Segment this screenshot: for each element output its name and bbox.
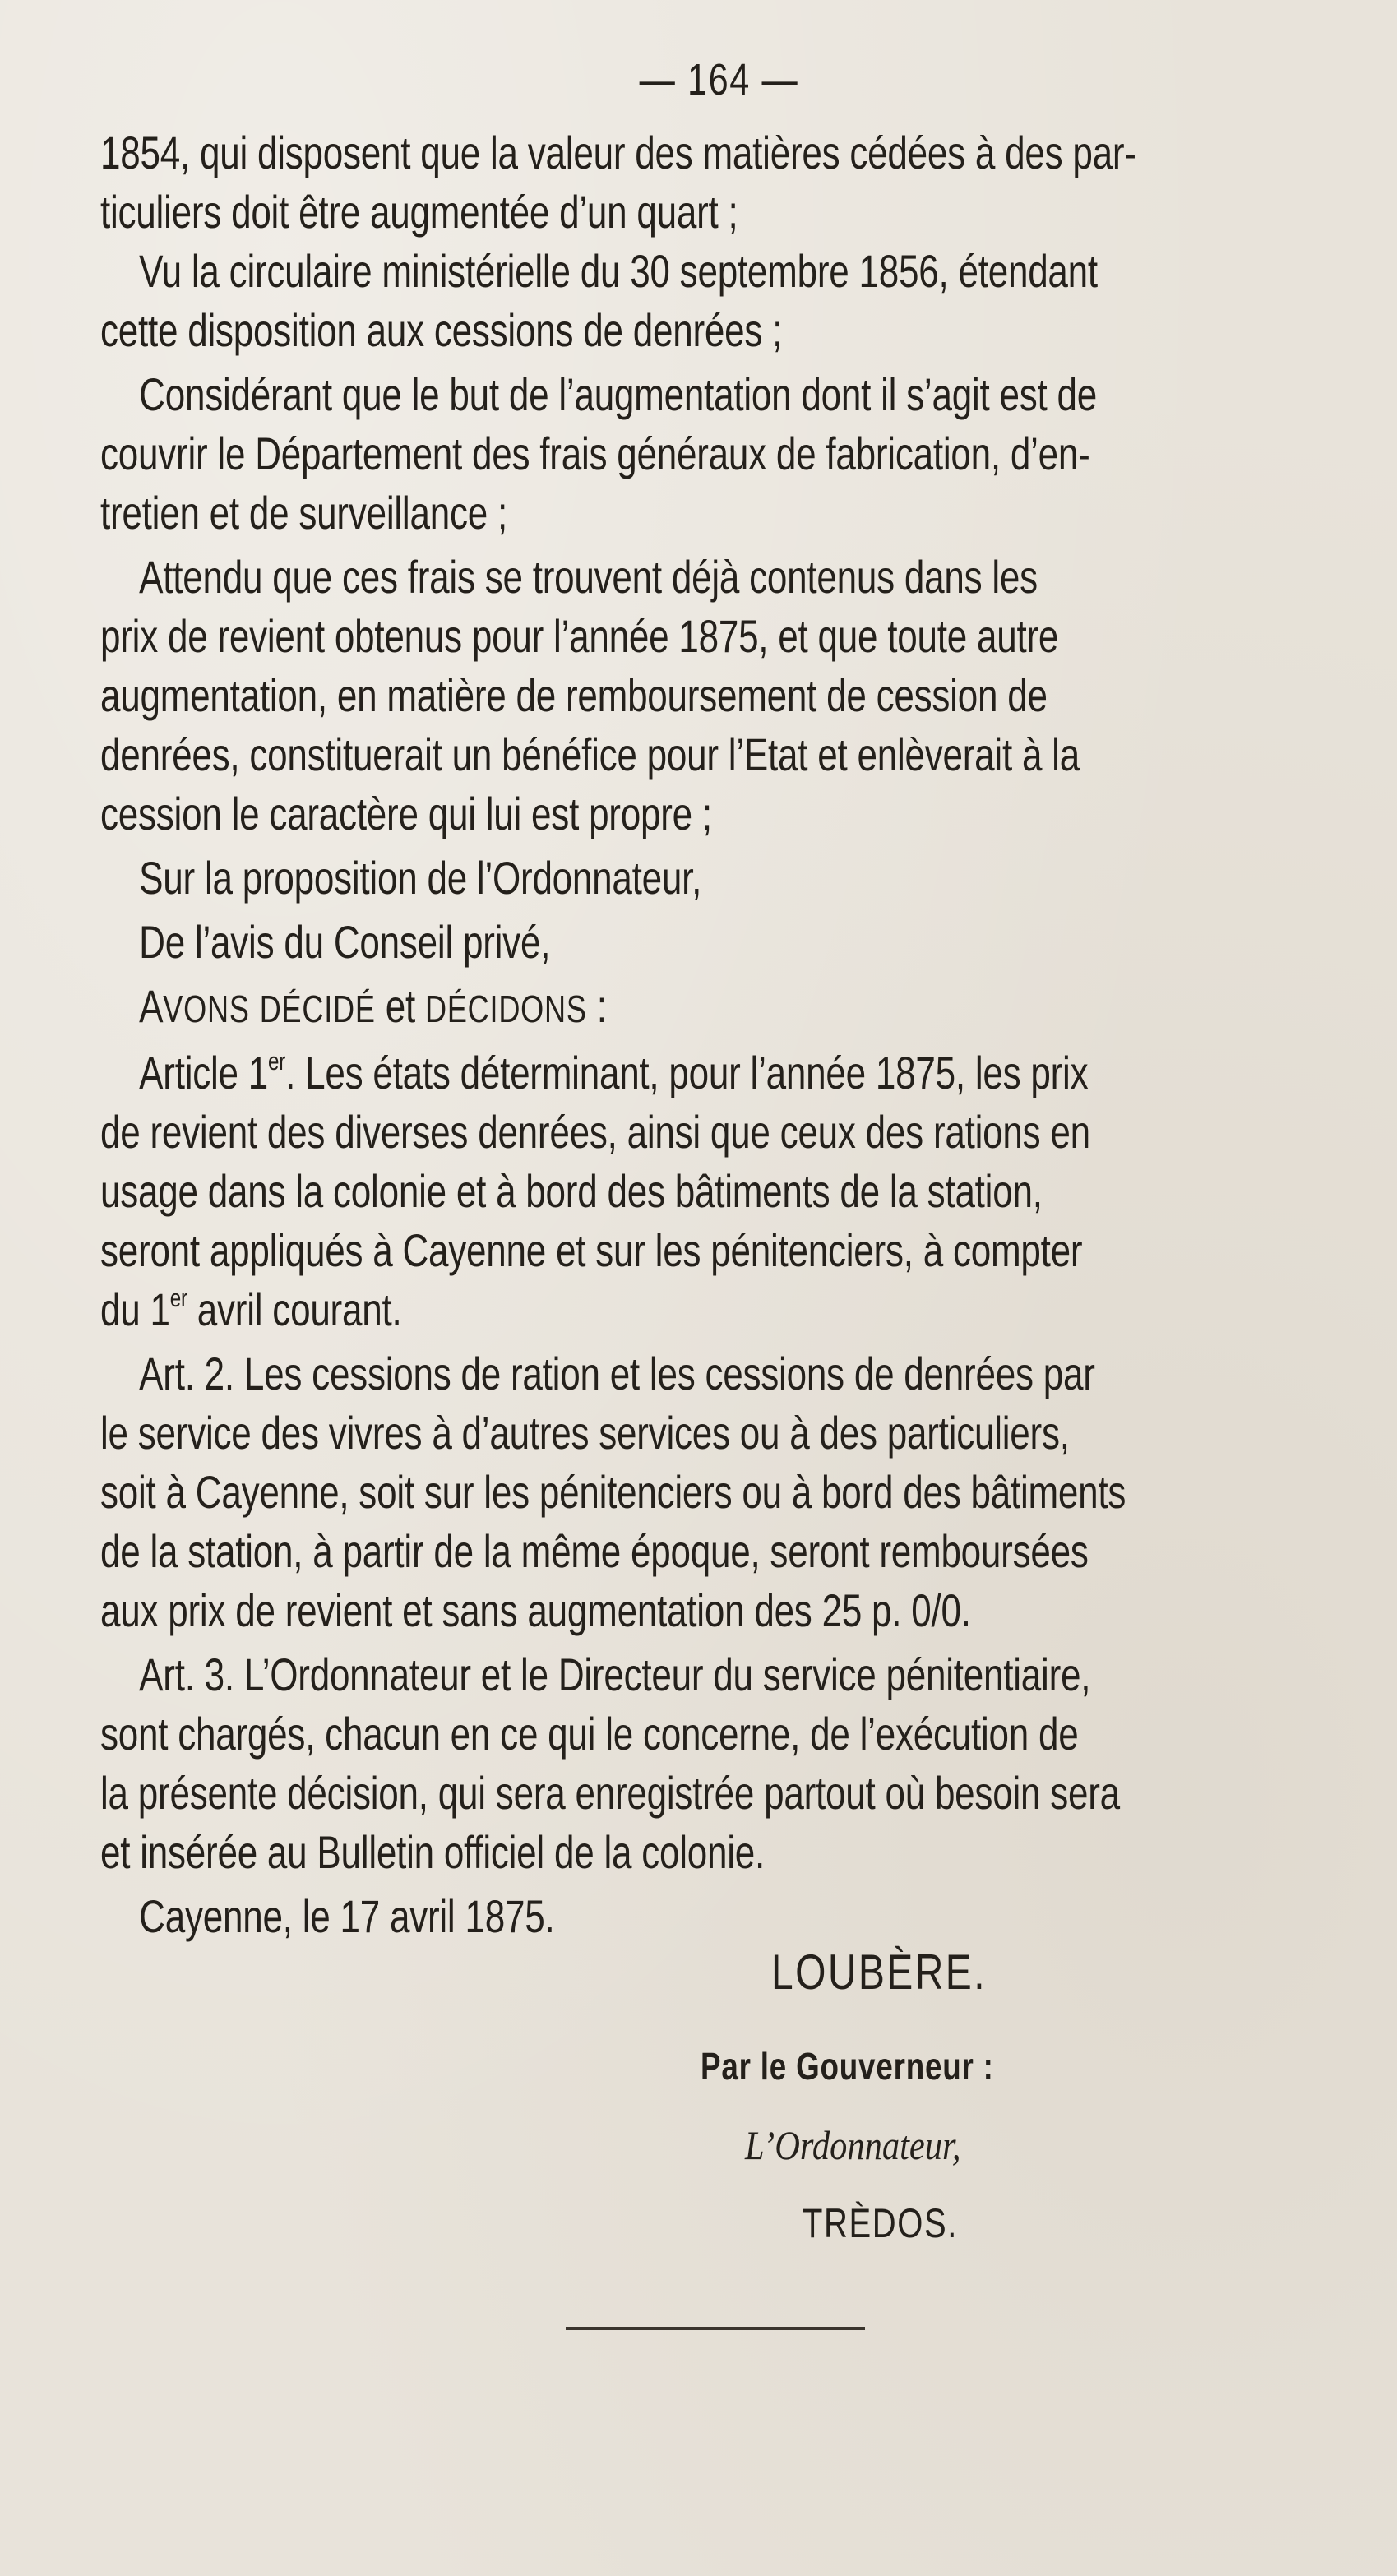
text-span: avril courant. [187, 1283, 402, 1335]
date-line [100, 1887, 1338, 1946]
text-span: du 1 [100, 1283, 170, 1335]
avons-initial: A [139, 980, 164, 1032]
text-line: aux prix de revient et sans augmentation des 25 p. 0/0. [100, 1584, 971, 1636]
text-line: le service des vivres à d’autres services ou à des particuliers, [100, 1407, 1070, 1459]
article-label: Article 1 [139, 1047, 269, 1098]
text-line: Art. 2. Les cessions de ration et les cessions de denrées par [139, 1348, 1095, 1399]
text-line: ticuliers doit être augmentée d’un quart ; [100, 186, 738, 238]
paragraph-1854 [100, 123, 1338, 242]
page-number: — 164 — [639, 55, 799, 104]
paragraph-proposition [100, 849, 1338, 908]
avons-rest: VONS [163, 987, 250, 1030]
decidons-word: DÉCIDONS [424, 987, 587, 1030]
superscript-er: er [169, 1283, 187, 1312]
signature-governor: LOUBÈRE. [771, 1945, 987, 2000]
decide-word: DÉCIDÉ [259, 987, 376, 1030]
text-line: de la station, à partir de la même époque, seront remboursées [100, 1525, 1089, 1577]
signature-par-le-gouverneur: Par le Gouverneur : [701, 2045, 994, 2088]
text-line: Sur la proposition de l’Ordonnateur, [139, 852, 702, 904]
text-line: De l’avis du Conseil privé, [139, 916, 551, 968]
colon: : [586, 980, 607, 1032]
text-line: seront appliqués à Cayenne et sur les pénitenciers, à compter [100, 1224, 1083, 1276]
signature-ordonnateur: TRÈDOS. [803, 2200, 958, 2246]
text-line: denrées, constituerait un bénéfice pour l’Etat et enlèverait à la [100, 728, 1080, 780]
text-line: sont chargés, chacun en ce qui le concerne, de l’exécution de [100, 1708, 1079, 1760]
text-line: prix de revient obtenus pour l’année 1875, et que toute autre [100, 610, 1059, 662]
paragraph-attendu [100, 548, 1338, 844]
article-2 [100, 1344, 1338, 1640]
text-line: cession le caractère qui lui est propre ; [100, 788, 712, 839]
text-line: augmentation, en matière de remboursement de cession de [100, 669, 1048, 721]
paragraph-avons-decide [100, 977, 1338, 1038]
text-line: Considérant que le but de l’augmentation dont il s’agit est de [139, 368, 1097, 420]
text-span: . Les états déterminant, pour l’année 1875, les prix [285, 1047, 1089, 1098]
paragraph-circulaire [100, 242, 1338, 360]
text-line: tretien et de surveillance ; [100, 487, 507, 539]
text-line: de revient des diverses denrées, ainsi que ceux des rations en [100, 1106, 1090, 1158]
text-line: Attendu que ces frais se trouvent déjà contenus dans les [139, 551, 1038, 603]
closing-rule [566, 2327, 865, 2330]
text-line: soit à Cayenne, soit sur les pénitenciers ou à bord des bâtiments [100, 1466, 1126, 1518]
text-line: Vu la circulaire ministérielle du 30 septembre 1856, étendant [139, 245, 1098, 297]
text-line: 1854, qui disposent que la valeur des matières cédées à des par- [100, 127, 1136, 178]
text-line [100, 977, 1374, 1038]
article-1 [100, 1043, 1338, 1339]
et-word: et [385, 980, 415, 1032]
text-line: et insérée au Bulletin officiel de la colonie. [100, 1826, 766, 1878]
text-line: Cayenne, le 17 avril 1875. [139, 1890, 555, 1942]
text-line: usage dans la colonie et à bord des bâtiments de la station, [100, 1165, 1043, 1217]
text-line [100, 1043, 1374, 1103]
superscript-er: er [268, 1046, 286, 1075]
text-line [100, 1280, 1335, 1339]
text-line: la présente décision, qui sera enregistrée partout où besoin sera [100, 1767, 1120, 1819]
paragraph-avis [100, 913, 1338, 972]
text-line: cette disposition aux cessions de denrées ; [100, 304, 783, 356]
signature-role: L’Ordonnateur, [745, 2122, 961, 2168]
paragraph-considerant [100, 365, 1338, 543]
text-line: Art. 3. L’Ordonnateur et le Directeur du service pénitentiaire, [139, 1649, 1091, 1700]
article-3 [100, 1645, 1338, 1882]
text-line: couvrir le Département des frais généraux de fabrication, d’en- [100, 428, 1090, 479]
